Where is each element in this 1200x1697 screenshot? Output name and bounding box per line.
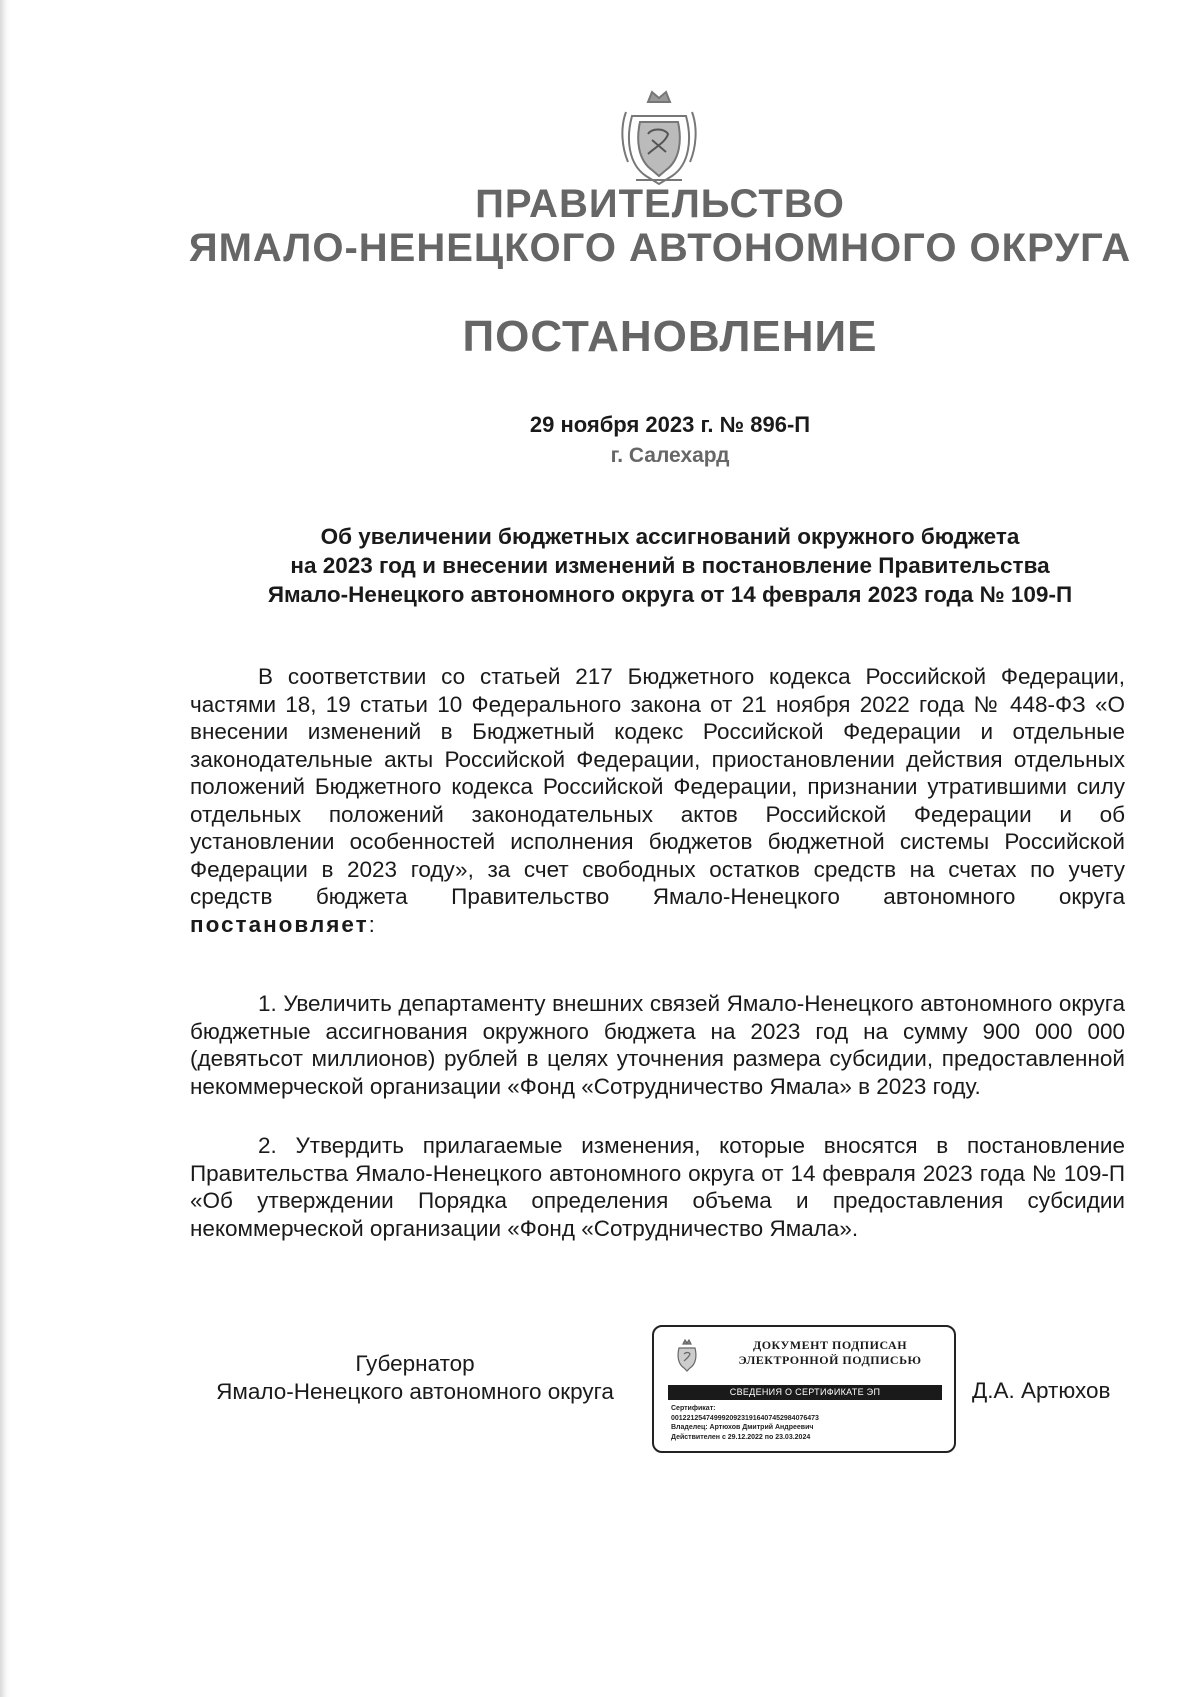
subject-line: Об увеличении бюджетных ассигнований окружного бюджета [320,524,1020,549]
preamble-paragraph [190,663,1125,938]
certificate-validity: Действителен с 29.12.2022 по 23.03.2024 [671,1433,811,1441]
certificate-label: Сертификат: [671,1405,716,1412]
signer-position [190,1350,640,1406]
stamp-certificate-details [671,1404,941,1442]
decree-word: постановляет [190,911,369,937]
document-type: ПОСТАНОВЛЕНИЕ [462,312,878,361]
stamp-heading-line1: ДОКУМЕНТ ПОДПИСАН [752,1338,908,1352]
document-date-number: 29 ноября 2023 г. № 896-П [529,412,811,437]
stamp-certificate-bar: СВЕДЕНИЯ О СЕРТИФИКАТЕ ЭП [668,1385,942,1400]
signer-name: Д.А. Артюхов [972,1378,1111,1403]
preamble-text: В соответствии со статьей 217 Бюджетного кодекса Российской Федерации, частями 18, 19 статьи 10 Федерального закона от 21 ноября 2022 года № 448-ФЗ «О внесении изменений в Бюджетный кодекс Российской Федерации и отдельные законодательные акты Российской Федерации, приостановлении действия отдельных положений Бюджетного кодекса Российской Федерации, признании утратившими силу отдельных положений законодательных актов Российской Федерации и об установлении особенностей исполнения бюджетов бюджетной системы Российской Федерации в 2023 году», за счет свободных остатков средств на счетах по учету средств бюджета Правительство Ямало-Ненецкого автономного округа [190,664,1125,909]
stamp-heading [714,1338,946,1368]
government-title-line2: ЯМАЛО-НЕНЕЦКОГО АВТОНОМНОГО ОКРУГА [188,226,1132,270]
electronic-signature-stamp [652,1325,956,1453]
clause-2 [190,1132,1125,1242]
stamp-emblem-icon [674,1339,700,1373]
stamp-heading-line2: ЭЛЕКТРОННОЙ ПОДПИСЬЮ [738,1353,922,1367]
decree-colon: : [368,911,375,937]
clause-2-text: 2. Утвердить прилагаемые изменения, которые вносятся в постановление Правительства Ямало-Ненецкого автономного округа от 14 февраля 2023 года № 109-П «Об утверждении Порядка определения объема и предоставления субсидии некоммерческой организации «Фонд «Сотрудничество Ямала». [190,1133,1125,1241]
certificate-number: 00122125474999209231916407452984076473 [671,1414,819,1422]
clause-1 [190,990,1125,1100]
document-city: г. Салехард [610,444,730,467]
document-subject [190,522,1150,609]
government-title-line1: ПРАВИТЕЛЬСТВО [475,182,845,226]
subject-line: Ямало-Ненецкого автономного округа от 14 февраля 2023 года № 109-П [267,582,1073,607]
subject-line: на 2023 год и внесении изменений в постановление Правительства [290,553,1050,578]
signer-position-line2: Ямало-Ненецкого автономного округа [216,1379,614,1404]
coat-of-arms-icon [618,88,700,188]
certificate-owner: Владелец: Артюхов Дмитрий Андреевич [671,1424,814,1431]
signer-position-line1: Губернатор [355,1351,475,1376]
clause-1-text: 1. Увеличить департаменту внешних связей Ямало-Ненецкого автономного округа бюджетные ассигнования окружного бюджета на 2023 год на сумму 900 000 000 (девятьсот миллионов) рублей в целях уточнения размера субсидии, предоставленной некоммерческой организации «Фонд «Сотрудничество Ямала» в 2023 году. [190,991,1125,1099]
